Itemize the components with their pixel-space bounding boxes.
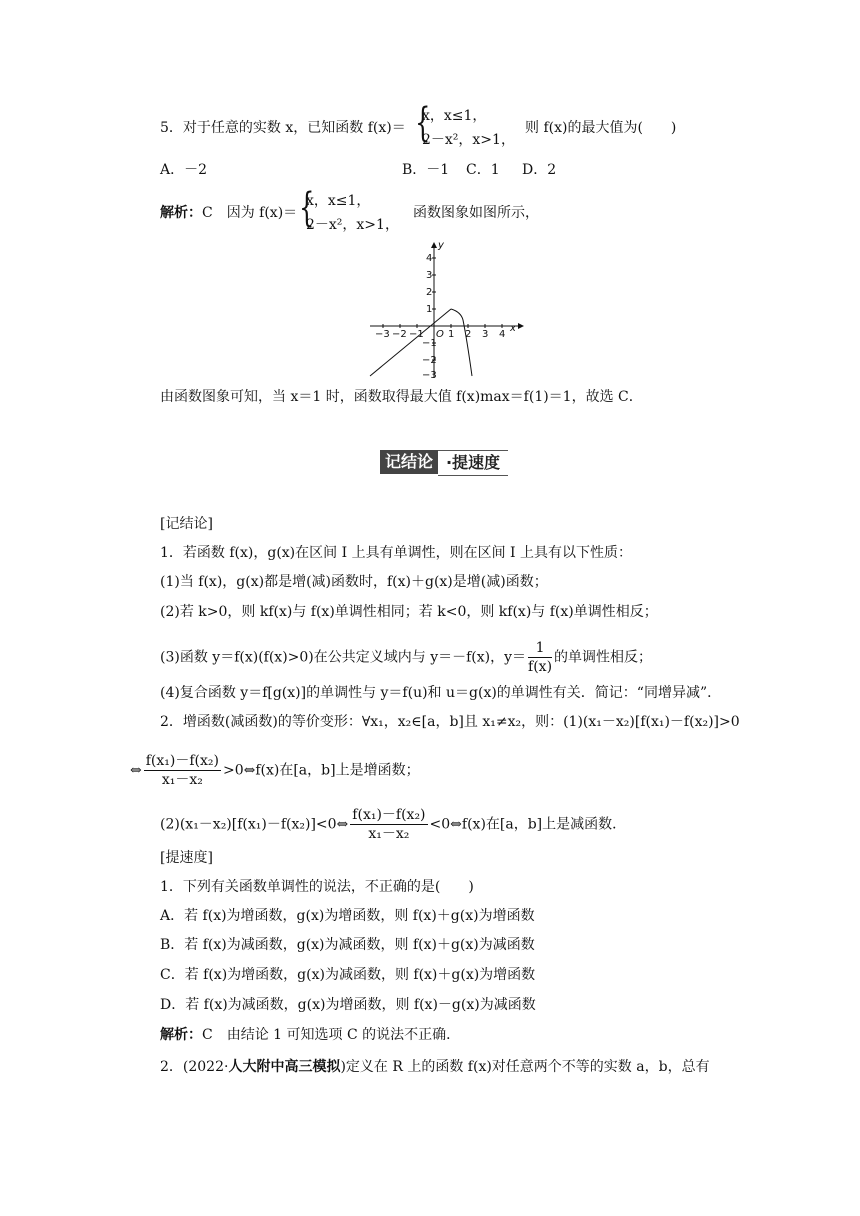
badge-right: ·提速度 <box>438 450 508 476</box>
q5-stem-end: 则 f(x)的最大值为( ) <box>525 120 677 136</box>
q2-source: 人大附中高三模拟 <box>228 1059 341 1075</box>
q5-conclusion: 由函数图象可知，当 x＝1 时，函数取得最大值 f(x)max＝f(1)＝1，故选 C． <box>160 389 643 405</box>
q5-analysis-case2: 2－x²，x>1， <box>306 217 399 233</box>
q5-case1: x，x≤1， <box>422 108 487 124</box>
conclusion-1-item4: (4)复合函数 y＝f[g(x)]的单调性与 y＝f(u)和 u＝g(x)的单调性有关．简记：“同增异减”． <box>160 685 722 701</box>
q5-option-a: A．－2 <box>160 162 208 178</box>
badge-left: 记结论 <box>380 450 438 474</box>
analysis-text: C 因为 f(x)＝ <box>202 205 298 221</box>
practice-q1-option-d: D．若 f(x)为减函数，g(x)为增函数，则 f(x)－g(x)为减函数 <box>160 997 536 1013</box>
q5-option-d: D．2 <box>522 162 557 178</box>
x-tick: 4 <box>499 329 506 340</box>
conclusion-1: 1．若函数 f(x)，g(x)在区间 I 上具有单调性，则在区间 I 上具有以下性质： <box>160 545 632 561</box>
x-tick: −1 <box>409 329 424 340</box>
practice-q2 <box>160 1057 710 1077</box>
section1-heading: [记结论] <box>160 516 213 532</box>
practice-q1-analysis <box>160 1025 460 1045</box>
y-tick: −1 <box>422 338 437 349</box>
analysis-label: 解析： <box>160 205 202 221</box>
q5-stem-text: 5．对于任意的实数 x，已知函数 f(x)＝ <box>160 120 406 136</box>
x-axis-label: x <box>510 323 516 334</box>
item3-text-b: 的单调性相反； <box>554 649 653 666</box>
decreasing-text-b: <0⇔f(x)在[a，b]上是减函数． <box>429 816 627 833</box>
conclusion-1-item3 <box>160 639 652 676</box>
x-tick: 3 <box>482 329 489 340</box>
analysis-label: 解析： <box>160 1027 202 1043</box>
linear-branch <box>370 309 451 376</box>
x-tick: −3 <box>375 329 390 340</box>
section2-heading: [提速度] <box>160 850 213 866</box>
x-axis-arrow <box>518 323 524 329</box>
y-tick: −2 <box>422 355 437 366</box>
x-tick: 2 <box>465 329 472 340</box>
y-axis-arrow <box>431 242 437 248</box>
section-badge <box>380 447 510 477</box>
conclusion-2-increasing <box>130 752 420 789</box>
x-tick: 1 <box>448 329 455 340</box>
conclusion-2-decreasing <box>160 806 626 843</box>
q5-option-b: B．－1 <box>402 162 450 178</box>
practice-q1-option-b: B．若 f(x)为减函数，g(x)为减函数，则 f(x)＋g(x)为减函数 <box>160 937 535 953</box>
practice-q1: 1．下列有关函数单调性的说法，不正确的是( ) <box>160 879 474 895</box>
y-axis-label: y <box>438 240 444 251</box>
conclusion-1-item2: (2)若 k>0，则 kf(x)与 f(x)单调性相同；若 k<0，则 kf(x)与 f(x)单调性相反； <box>160 604 658 620</box>
parabola-branch <box>451 309 472 376</box>
y-tick: 1 <box>426 304 433 315</box>
q5-analysis-end: 函数图象如图所示， <box>413 205 539 221</box>
practice-q1-option-a: A．若 f(x)为增函数，g(x)为增函数，则 f(x)＋g(x)为增函数 <box>160 908 535 924</box>
q5-option-c: C．1 <box>466 162 500 178</box>
increasing-text: >0⇔f(x)在[a，b]上是增函数； <box>222 762 420 779</box>
difference-quotient <box>144 752 221 789</box>
q5-stem <box>160 118 406 138</box>
y-tick: 3 <box>426 270 433 281</box>
y-tick: 4 <box>426 253 433 264</box>
y-tick: 2 <box>426 287 433 298</box>
q5-brace: { <box>415 100 431 146</box>
practice-q1-option-c: C．若 f(x)为增函数，g(x)为减函数，则 f(x)＋g(x)为增函数 <box>160 967 536 983</box>
origin-label: O <box>436 329 444 340</box>
q2-text-b: )定义在 R 上的函数 f(x)对任意两个不等的实数 a，b，总有 <box>340 1059 710 1075</box>
conclusion-1-item1: (1)当 f(x)，g(x)都是增(减)函数时，f(x)＋g(x)是增(减)函数； <box>160 574 548 590</box>
fraction-numerator: f(x₁)－f(x₂) <box>352 807 426 823</box>
item3-text-a: (3)函数 y＝f(x)(f(x)>0)在公共定义域内与 y＝－f(x)，y＝ <box>160 649 527 666</box>
fraction-numerator: 1 <box>528 639 552 658</box>
analysis-text: C 由结论 1 可知选项 C 的说法不正确． <box>202 1027 461 1043</box>
q2-text-a: 2．(2022· <box>160 1059 229 1075</box>
q5-analysis-case1: x，x≤1， <box>306 193 371 209</box>
fraction-denominator: f(x) <box>528 659 553 675</box>
q5-case2: 2－x²，x>1， <box>422 132 515 148</box>
x-tick: −2 <box>392 329 407 340</box>
q5-analysis <box>160 203 297 223</box>
y-tick: −3 <box>422 370 437 380</box>
conclusion-2: 2．增函数(减函数)的等价变形：∀x₁，x₂∈[a，b]且 x₁≠x₂，则：(1)(x₁－x₂)[f(x₁)－f(x₂)]>0 <box>160 714 740 730</box>
decreasing-text-a: (2)(x₁－x₂)[f(x₁)－f(x₂)]<0⇔ <box>160 816 349 833</box>
equiv-symbol: ⇔ <box>130 762 142 779</box>
q5-analysis-brace: { <box>299 185 315 231</box>
reciprocal-fraction <box>528 639 552 676</box>
fraction-numerator: f(x₁)－f(x₂) <box>145 753 219 769</box>
function-graph <box>368 240 528 380</box>
difference-quotient <box>350 806 427 843</box>
fraction-denominator: x₁－x₂ <box>161 772 203 788</box>
fraction-denominator: x₁－x₂ <box>368 826 410 842</box>
